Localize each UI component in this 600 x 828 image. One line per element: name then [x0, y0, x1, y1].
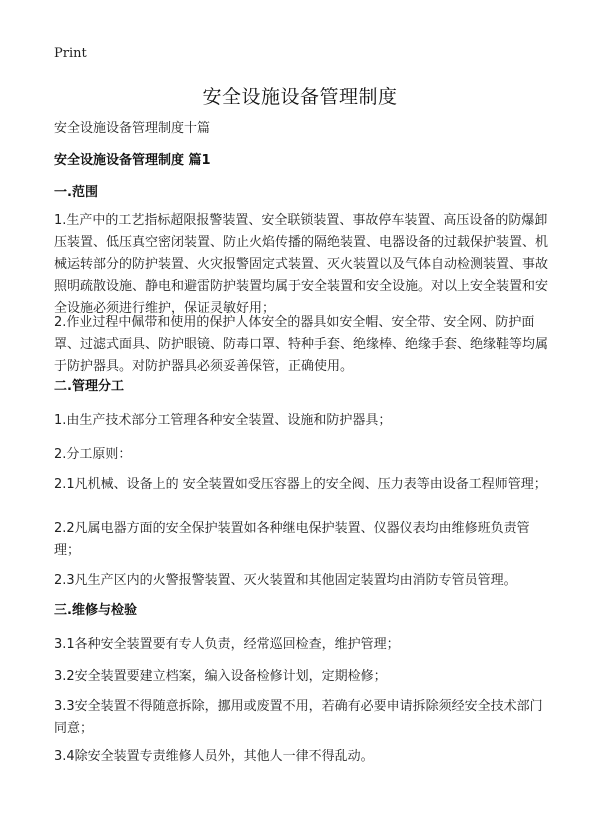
- paragraph-scope-2: 2.作业过程中佩带和使用的保护人体安全的器具如安全帽、安全带、安全网、防护面罩、过滤式面具、防护眼镜、防毒口罩、特种手套、绝缘棒、绝缘手套、绝缘鞋等均属于防护器具。对防护器具必须妥善保管，正确使用。: [54, 315, 549, 374]
- paragraph-maintenance-1: 3.1各种安全装置要有专人负责，经常巡回检查，维护管理；: [54, 637, 400, 652]
- paragraph-division-2-2: 2.2凡属电器方面的安全保护装置如各种继电保护装置、仪器仪表均由维修班负责管理；: [54, 521, 530, 558]
- paragraph-maintenance-2: 3.2安全装置要建立档案，编入设备检修计划，定期检修；: [54, 669, 387, 684]
- article-title: 安全设施设备管理制度 篇1: [54, 153, 211, 168]
- paragraph-division-1: 1.由生产技术部分工管理各种安全装置、设施和防护器具；: [54, 413, 392, 428]
- paragraph-division-2-3: 2.3凡生产区内的火警报警装置、灭火装置和其他固定装置均由消防专管员管理。: [54, 573, 517, 588]
- print-link[interactable]: Print: [54, 46, 87, 61]
- intro-text: 安全设施设备管理制度十篇: [54, 121, 211, 136]
- section-heading-division: 二.管理分工: [54, 379, 124, 394]
- section-heading-scope: 一.范围: [54, 185, 98, 200]
- paragraph-division-2-1: 2.1凡机械、设备上的 安全装置如受压容器上的安全阀、压力表等由设备工程师管理；: [54, 477, 547, 492]
- section-heading-maintenance: 三.维修与检验: [54, 603, 137, 618]
- document-title: 安全设施设备管理制度: [202, 86, 398, 108]
- paragraph-division-2: 2.分工原则：: [54, 447, 132, 462]
- paragraph-scope-1: 1.生产中的工艺指标超限报警装置、安全联锁装置、事故停车装置、高压设备的防爆卸压装置、低压真空密闭装置、防止火焰传播的隔绝装置、电器设备的过载保护装置、机械运转部分的防护装置、火灾报警固定式装置、灭火装置以及气体自动检测装置、事故照明疏散设施、静电和避雷防护装置均属于安全装置和安全设施。对以上安全装置和安全设施必须进行维护，保证灵敏好用；: [54, 213, 549, 316]
- paragraph-maintenance-3: 3.3安全装置不得随意拆除，挪用或废置不用，若确有必要申请拆除须经安全技术部门同意；: [54, 699, 543, 736]
- paragraph-maintenance-4: 3.4除安全装置专责维修人员外，其他人一律不得乱动。: [54, 749, 374, 764]
